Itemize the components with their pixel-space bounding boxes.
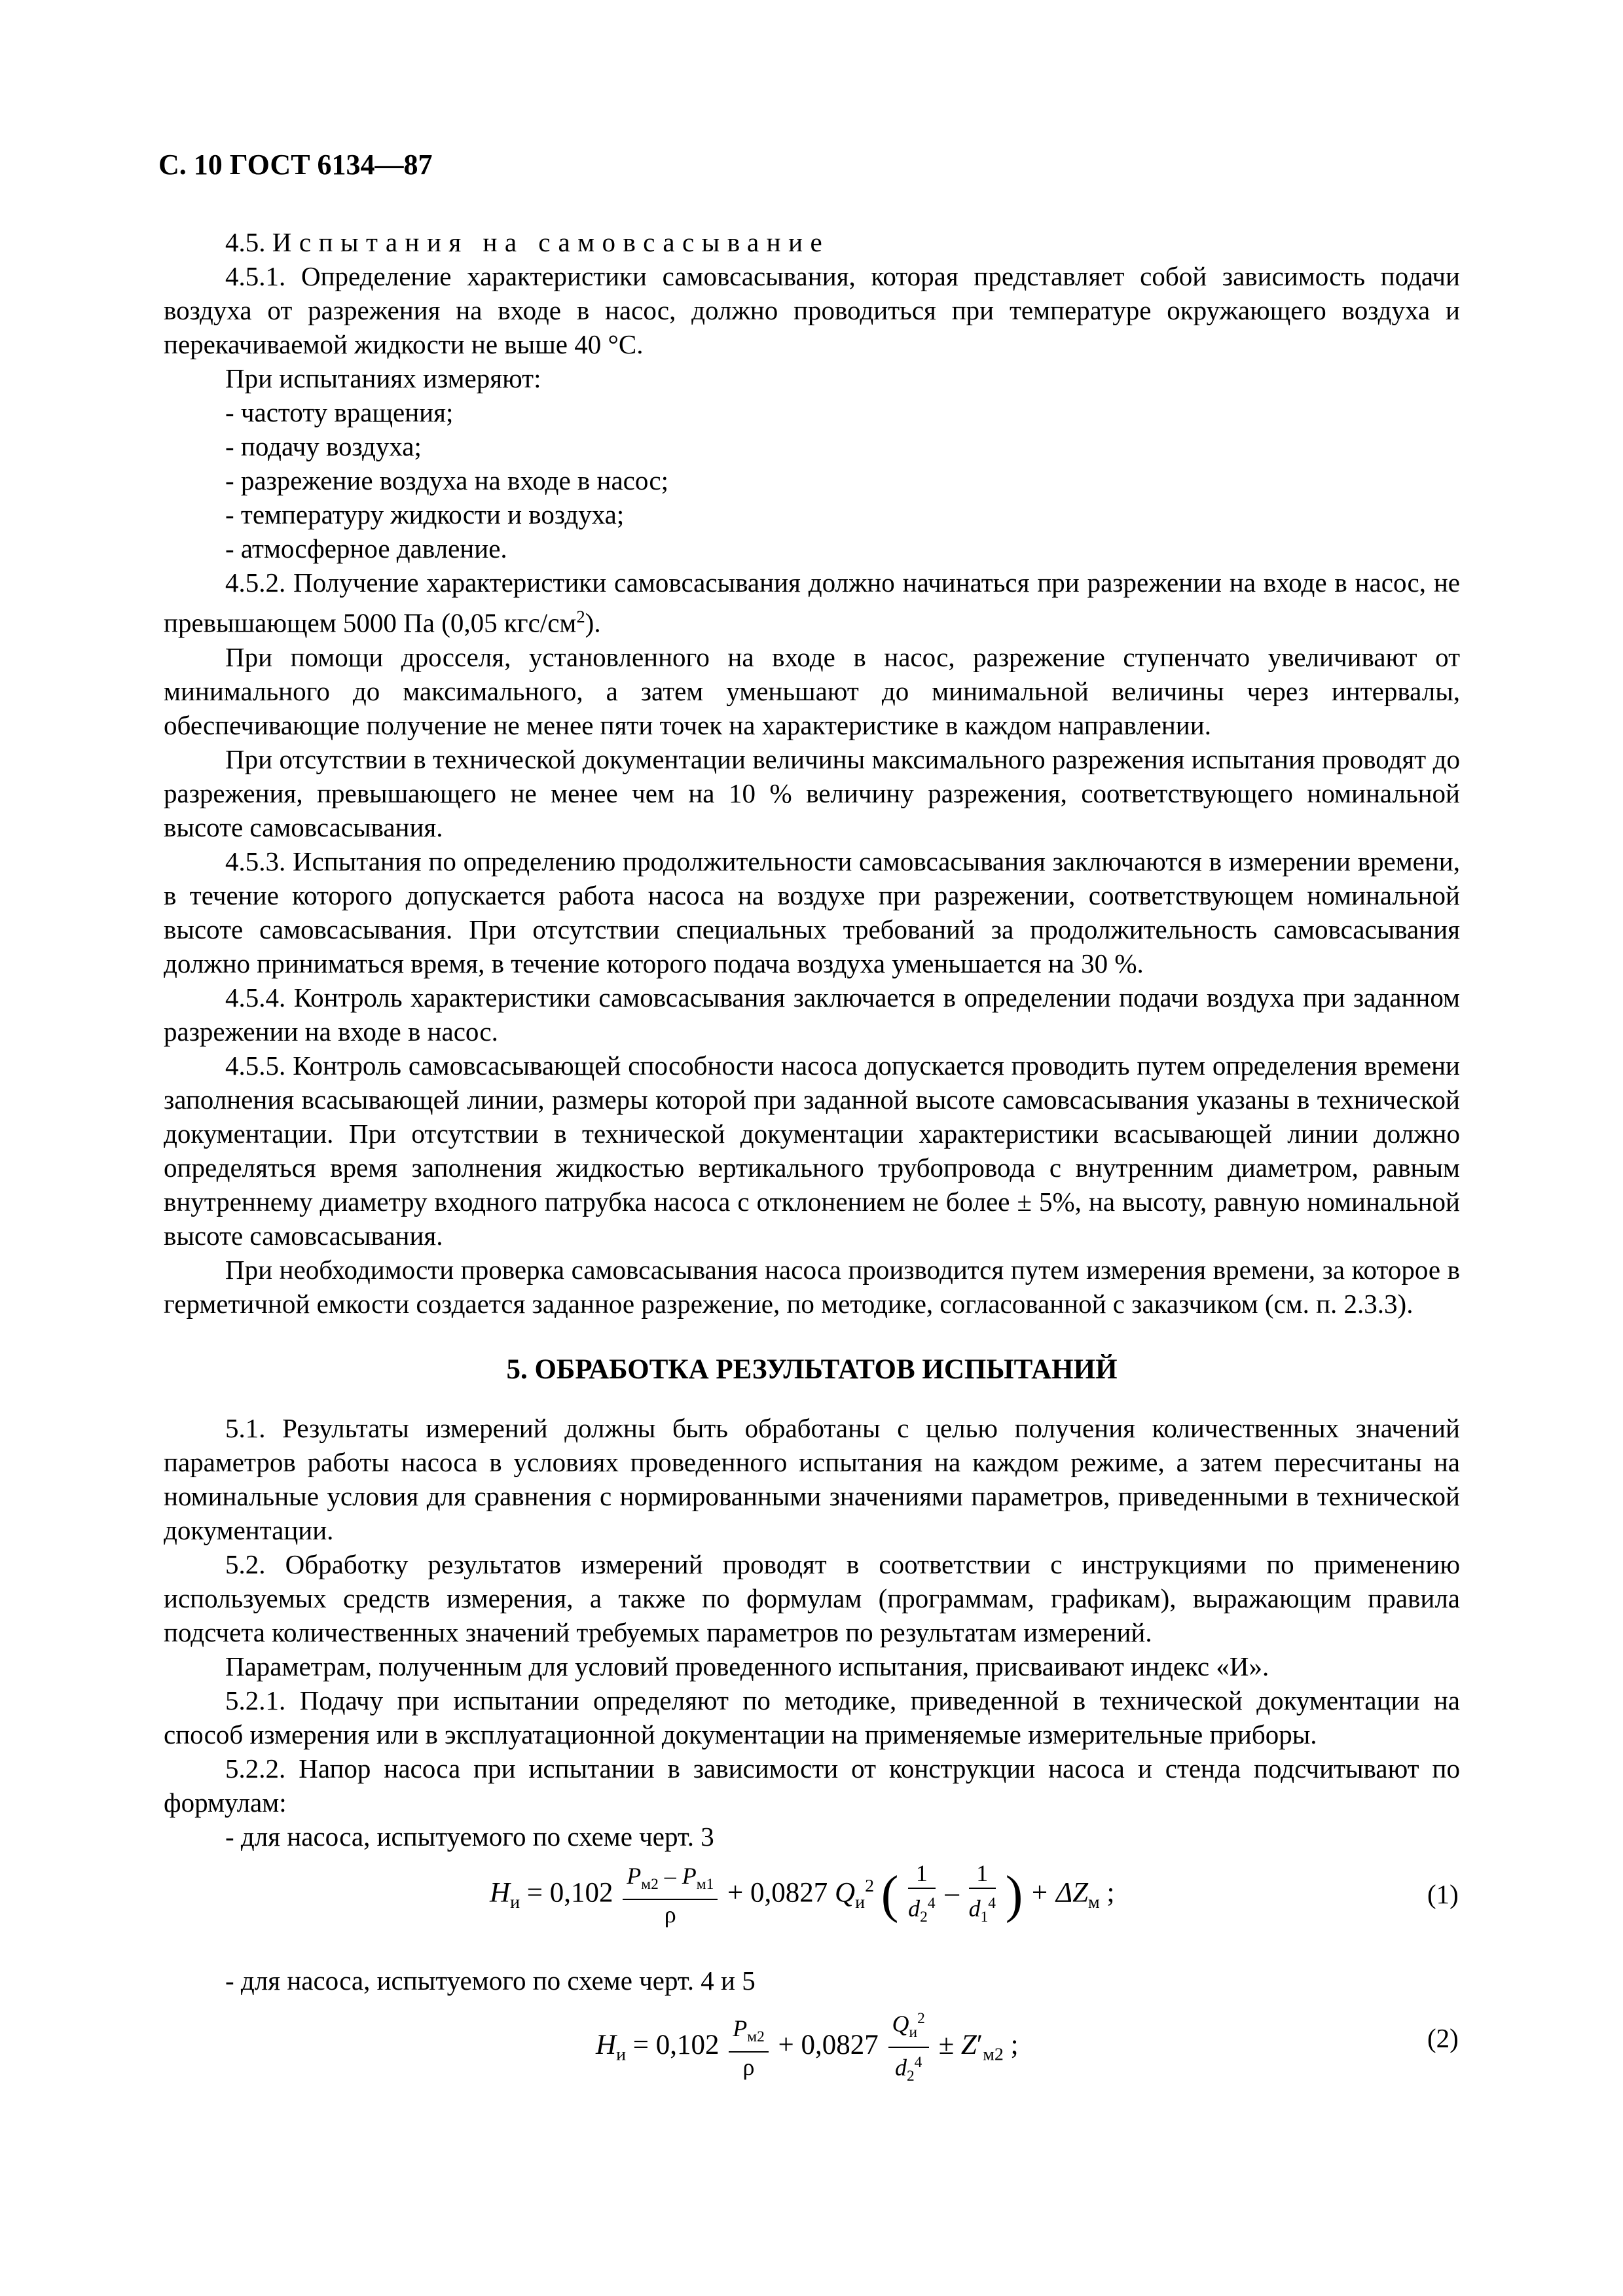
formula-1 bbox=[490, 1859, 1114, 1931]
paragraph-4-5-2-text: 4.5.2. Получение характеристики самовсасывания должно начинаться при разрежении на входе в насос, не превышающем 5000 Па (0,05 кгс/см bbox=[164, 567, 1460, 638]
section-5-title: 5. ОБРАБОТКА РЕЗУЛЬТАТОВ ИСПЫТАНИЙ bbox=[506, 1354, 1118, 1385]
formula-superscript: 4 bbox=[988, 1895, 996, 1912]
paragraph-4-5-1: 4.5.1. Определение характеристики самовсасывания, которая представляет собой зависимость подачи воздуха от разрежения на входе в насос, должно проводиться при температуре окружающего воздуха и перекачиваемой жидкости не выше 40 °С. bbox=[164, 261, 1460, 359]
case-scheme-3: - для насоса, испытуемого по схеме черт. 3 bbox=[225, 1821, 714, 1852]
section-title: Испытания на самовсасывание bbox=[272, 227, 830, 257]
formula-text: – bbox=[945, 1877, 959, 1909]
formula-text: ; bbox=[1003, 2030, 1019, 2061]
formula-subscript: и bbox=[855, 1892, 866, 1913]
fraction bbox=[729, 2014, 769, 2081]
paragraph-4-5-2-max: При отсутствии в технической документации величины максимального разрежения испытания проводят до разрежения, превышающего не менее чем на 10 % величину разрежения, соответствующего номинальной высоте самовсасывания. bbox=[164, 744, 1460, 842]
formula-symbol: ± Z bbox=[938, 2030, 977, 2061]
paragraph-5-2-index: Параметрам, полученным для условий проведенного испытания, присваивают индекс «И». bbox=[225, 1651, 1269, 1681]
formula-subscript: и bbox=[510, 1892, 520, 1913]
formula-prime: ′ bbox=[976, 2030, 983, 2061]
formula-subscript: 2 bbox=[920, 1909, 928, 1926]
paragraph-4-5-2 bbox=[164, 565, 1460, 640]
fraction-denominator bbox=[908, 1889, 935, 1931]
paragraph-5-2: 5.2. Обработку результатов измерений проводят в соответствии с инструкциями по применению используемых средств измерения, а также по формулам (программам, графикам), выражающим правила подсчета количественных значений требуемых параметров по результатам измерений. bbox=[164, 1549, 1460, 1647]
formula-symbol: P bbox=[627, 1863, 642, 1889]
formula-superscript: 4 bbox=[927, 1895, 936, 1912]
list-item: - подачу воздуха; bbox=[225, 431, 422, 461]
formula-symbol: d bbox=[968, 1895, 981, 1922]
formula-text: – bbox=[658, 1863, 682, 1889]
formula-symbol: H bbox=[490, 1877, 511, 1909]
section-4-5 bbox=[164, 225, 1460, 1321]
measure-intro: При испытаниях измеряют: bbox=[225, 363, 541, 393]
formula-symbol: + ΔZ bbox=[1023, 1877, 1089, 1909]
paragraph-5-2-2: 5.2.2. Напор насоса при испытании в зависимости от конструкции насоса и стенда подсчитывают по формулам: bbox=[164, 1753, 1460, 1818]
list-item: - температуру жидкости и воздуха; bbox=[225, 499, 625, 529]
formula-subscript: м2 bbox=[641, 1876, 659, 1893]
fraction-numerator: 1 bbox=[969, 1859, 996, 1889]
formula-subscript: м2 bbox=[983, 2044, 1004, 2065]
formula-symbol: Q bbox=[892, 2011, 909, 2037]
formula-subscript: и bbox=[616, 2044, 627, 2065]
formula-superscript: 4 bbox=[914, 2054, 922, 2072]
formula-subscript: м1 bbox=[696, 1876, 714, 1893]
formula-superscript: 2 bbox=[865, 1876, 875, 1897]
formula-text: ; bbox=[1099, 1877, 1115, 1909]
fraction bbox=[888, 2004, 929, 2090]
list-item: - частоту вращения; bbox=[225, 397, 454, 427]
formula-symbol: P bbox=[733, 2015, 748, 2041]
superscript: 2 bbox=[576, 607, 585, 626]
section-5 bbox=[164, 1411, 1460, 1854]
paragraph-4-5-2-end: ). bbox=[585, 607, 601, 638]
fraction bbox=[908, 1859, 935, 1931]
list-item: - атмосферное давление. bbox=[225, 533, 507, 564]
formula-text: = 0,102 bbox=[626, 2030, 727, 2061]
fraction-denominator bbox=[969, 1889, 996, 1931]
section-4-5-heading bbox=[164, 225, 1460, 259]
formula-symbol: d bbox=[894, 2054, 907, 2081]
paragraph-4-5-4: 4.5.4. Контроль характеристики самовсасывания заключается в определении подачи воздуха при заданном разрежении на входе в насос. bbox=[164, 982, 1460, 1047]
formula-subscript: м2 bbox=[747, 2028, 765, 2045]
case-scheme-4-5: - для насоса, испытуемого по схеме черт. 4 и 5 bbox=[225, 1965, 756, 1996]
paragraph-5-2-1: 5.2.1. Подачу при испытании определяют по методике, приведенной в технической документации на способ измерения или в эксплуатационной документации на применяемые измерительные приборы. bbox=[164, 1685, 1460, 1749]
paragraph-4-5-2-throttle: При помощи дросселя, установленного на входе в насос, разрежение ступенчато увеличивают от минимального до максимального, а затем уменьшают до минимальной величины через интервалы, обеспечивающие получение не менее пяти точек на характеристике в каждом направлении. bbox=[164, 641, 1460, 740]
fraction-numerator: 1 bbox=[908, 1859, 935, 1889]
equation-number: (2) bbox=[1427, 2023, 1459, 2053]
fraction-numerator bbox=[729, 2014, 769, 2053]
formula-symbol: P bbox=[682, 1863, 697, 1889]
formula-symbol: d bbox=[908, 1895, 921, 1922]
fraction-denominator: ρ bbox=[664, 1901, 676, 1928]
fraction-denominator: ρ bbox=[742, 2053, 755, 2080]
formula-text: + 0,0827 bbox=[778, 2030, 886, 2061]
fraction-denominator bbox=[888, 2048, 929, 2090]
section-number: 4.5. bbox=[225, 227, 266, 257]
paragraph-5-1: 5.1. Результаты измерений должны быть обработаны с целью получения количественных значений параметров работы насоса в условиях проведенного испытания на каждом режиме, а затем пересчитаны на номинальные условия для сравнения с нормированными значениями параметров, приведенными в технической документации. bbox=[164, 1413, 1460, 1545]
formula-text: + 0,0827 bbox=[727, 1877, 835, 1909]
formula-subscript: м bbox=[1088, 1892, 1100, 1913]
fraction bbox=[623, 1861, 718, 1929]
formula-paren: ( bbox=[881, 1866, 899, 1924]
paragraph-4-5-5-check: При необходимости проверка самовсасывания насоса производится путем измерения времени, за которое в герметичной емкости создается заданное разрежение, по методике, согласованной с заказчиком (см. п. 2.3.3). bbox=[164, 1254, 1460, 1319]
formula-paren: ) bbox=[1005, 1866, 1023, 1924]
formula-2 bbox=[596, 2004, 1019, 2090]
equation-number: (1) bbox=[1427, 1879, 1459, 1909]
formula-subscript: 2 bbox=[906, 2068, 915, 2085]
formula-symbol: Q bbox=[835, 1877, 856, 1909]
formula-text: = 0,102 bbox=[520, 1877, 621, 1909]
formula-subscript: 1 bbox=[980, 1909, 989, 1926]
formula-symbol: H bbox=[596, 2030, 617, 2061]
fraction-numerator bbox=[888, 2004, 929, 2048]
paragraph-4-5-5: 4.5.5. Контроль самовсасывающей способности насоса допускается проводить путем определения времени заполнения всасывающей линии, размеры которой при заданной высоте самовсасывания указаны в технической документации. При отсутствии в технической документации характеристики всасывающей линии должно определяться время заполнения жидкостью вертикального трубопровода с внутренним диаметром, равным внутреннему диаметру входного патрубка насоса с отклонением не более ± 5%, на высоту, равную номинальной высоте самовсасывания. bbox=[164, 1050, 1460, 1251]
fraction-numerator bbox=[623, 1861, 718, 1900]
formula-superscript: 2 bbox=[917, 2010, 925, 2027]
list-item: - разрежение воздуха на входе в насос; bbox=[225, 465, 668, 495]
page-header: С. 10 ГОСТ 6134—87 bbox=[158, 149, 433, 181]
case-block bbox=[164, 1964, 1460, 1998]
paragraph-4-5-3: 4.5.3. Испытания по определению продолжительности самовсасывания заключаются в измерении времени, в течение которого допускается работа насоса на воздухе при разрежении, соответствующем номинальной высоте самовсасывания. При отсутствии специальных требований за продолжительность самовсасывания должно приниматься время, в течение которого подача воздуха уменьшается на 30 %. bbox=[164, 846, 1460, 978]
formula-subscript: и bbox=[909, 2024, 918, 2041]
fraction bbox=[969, 1859, 996, 1931]
